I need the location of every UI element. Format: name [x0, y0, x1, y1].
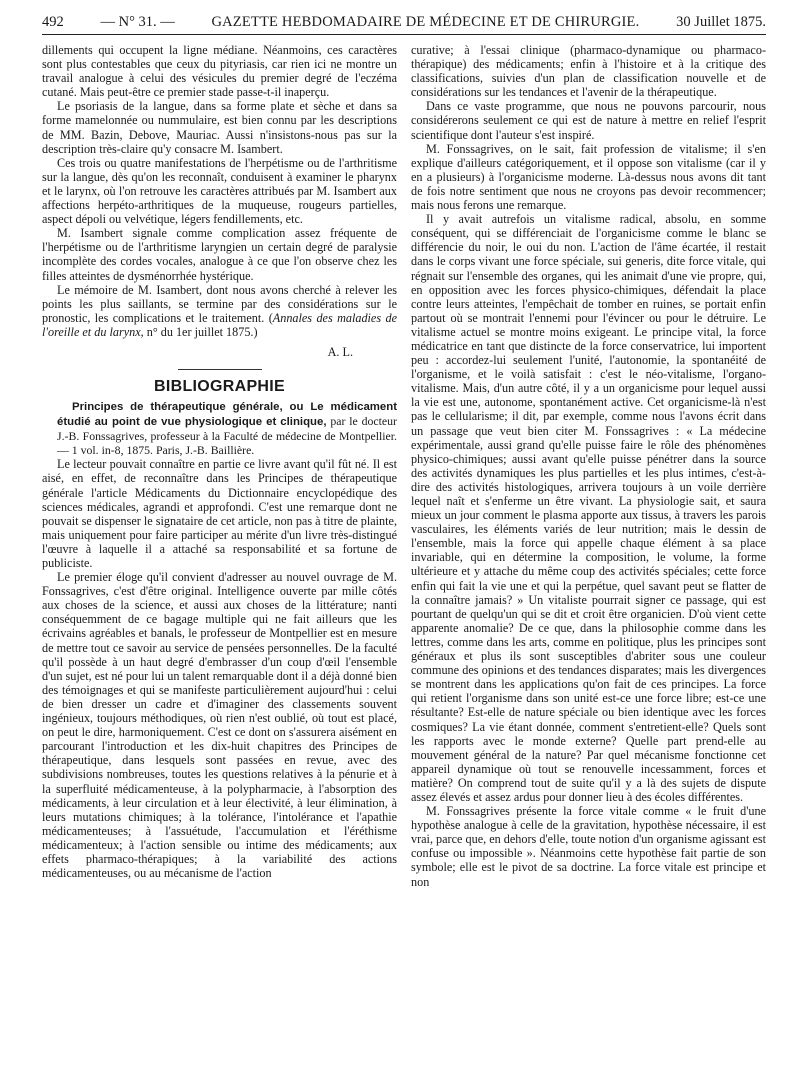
journal-title: GAZETTE HEBDOMADAIRE DE MÉDECINE ET DE CHIRURGIE.	[211, 14, 640, 30]
paragraph: Le lecteur pouvait connaître en partie ce livre avant qu'il fût né. Il est aisé, en effet, de reconnaître dans les Principes de thérapeutique générale l'article Médicaments du Dictionnaire encyclopédique des sciences médicales, agrandi et approfondi. C'est une remarque dont ne pouvait se dispenser le signataire de cet article, non pas à titre de plainte, mais uniquement pour faire participer au mérite d'un livre très-distingué l'œuvre à laquelle il a attaché sa responsabilité et sa fortune de publiciste.	[42, 457, 397, 570]
paragraph: Ces trois ou quatre manifestations de l'herpétisme ou de l'arthritisme sur la langue, dès qu'on les reconnaît, conduisent à examiner le pharynx et le larynx, où l'on retrouve les caractères attribués par M. Isambert aux affections herpéto-arthritiques de la muqueuse, rougeurs partielles, aspect dépoli ou velvétique, légers fendillements, etc.	[42, 155, 397, 227]
paragraph: M. Fonssagrives, on le sait, fait profession de vitalisme; il s'en explique d'ailleurs catégoriquement, et il oppose son vitalisme (car il y en a plusieurs) à l'organicisme moderne. Là-dessus nous avons dit tant de fois notre sentiment que nous ne croyons pas devoir recommencer; mais nous ferons une remarque.	[411, 141, 766, 213]
book-title: Principes de thérapeutique générale, ou Le médicament étudié au point de vue physiologique et clinique,	[57, 401, 397, 428]
bibliography-entry	[42, 400, 397, 457]
paragraph	[42, 283, 397, 339]
paragraph: M. Isambert signale comme complication assez fréquente de l'herpétisme ou de l'arthritisme laryngien un certain degré de paralysie incomplète des cordes vocales, analogue à ce que l'on observe chez les filles atteintes de dysménorrhée hystérique.	[42, 226, 397, 283]
text-run: , n° du 1er juillet 1875.)	[140, 324, 258, 339]
issue-number: — N° 31. —	[100, 14, 175, 30]
paragraph: curative; à l'essai clinique (pharmaco-dynamique ou pharmaco-thérapique) des médicaments; enfin à l'histoire et à la critique des classifications, suivies d'un plan de classification nouvelle et de considérations sur les tendances et l'avenir de la thérapeutique.	[411, 43, 766, 100]
book-details: par le docteur J.-B. Fonssagrives, professeur à la Faculté de médecine de Montpellier. — 1 vol. in-8, 1875. Paris, J.-B. Baillière.	[57, 413, 397, 457]
paragraph: M. Fonssagrives présente la force vitale comme « le fruit d'une hypothèse analogue à celle de la gravitation, hypothèse nécessaire, il est vrai, parce que, en dehors d'elle, toute notion d'un organisme agissant est confuse ou impossible ». Néanmoins cette hypothèse fait partie de son symbole; elle est le pivot de sa doctrine. La force vitale est principe et non	[411, 804, 766, 889]
section-divider	[178, 369, 262, 370]
paragraph: Dans ce vaste programme, que nous ne pouvons parcourir, nous considérerons seulement ce qui est de nature à mettre en relief l'esprit scientifique dont l'auteur s'est inspiré.	[411, 99, 766, 142]
text-run: Le mémoire de M. Isambert, dont nous avons cherché à relever les points les plus saillants, se termine par des considérations sur le pronostic, les complications et le traitement. (	[42, 282, 397, 325]
author-signature: A. L.	[327, 344, 353, 359]
journal-citation: Annales des maladies de l'oreille et du larynx	[42, 310, 397, 339]
issue-date: 30 Juillet 1875.	[676, 14, 766, 30]
paragraph: Le premier éloge qu'il convient d'adresser au nouvel ouvrage de M. Fonssagrives, c'est d'être original. Intelligence ouverte par mille côtés aux choses de la science, et aussi aux choses de la littérature; nanti conséquemment de ce bagage multiple qui ne fait ailleurs que les écrivains agréables et banals, le professeur de Montpellier est en mesure de mettre tout ce savoir au service de pensées personnelles. De la faculté qu'il possède à un haut degré d'embrasser d'un coup d'œil l'ensemble d'un sujet, est né pour lui un talent remarquable dont il a déjà donné bien des témoignages et qui se manifeste particulièrement aujourd'hui : celui de bien dresser un cadre et d'imaginer des classements souvent ingénieux, toujours méthodiques, où rien n'est oublié, où tout est placé, on peut le dire, harmoniquement. C'est ce dont on s'assurera aisément en parcourant l'introduction et les dix-huit chapitres des Principes de thérapeutique, dans lesquels sont passées en revue, avec des subdivisions nombreuses, toutes les questions relatives à la pénurie et à la superfluité médicamenteuse, à la polypharmacie, à l'absorption des médicaments, à leur circulation et à leur électivité, à leur élimination, à leurs mutations chimiques; à la tolérance, l'intolérance et l'apathie médicamenteuses; à l'assuétude, l'accumulation et l'éréthisme médicamenteux; à l'action sensible ou intime des médicaments; aux effets pharmaco-thérapiques; à la variabilité des actions médicamenteuses, ou au mécanisme de l'action	[42, 570, 397, 881]
page-header	[42, 0, 766, 35]
section-heading: BIBLIOGRAPHIE	[153, 378, 286, 396]
right-column	[411, 43, 766, 889]
left-column	[42, 43, 397, 889]
article-columns	[42, 43, 766, 889]
paragraph: dillements qui occupent la ligne médiane. Néanmoins, ces caractères sont plus contestables que ceux du pityriasis, car rien ici ne montre un travail analogue à celui des vésicules du premier degré de l'eczéma cutané. Mais peut-être ce premier stade passe-t-il inaperçu.	[42, 43, 397, 100]
paragraph: Le psoriasis de la langue, dans sa forme plate et sèche et dans sa forme mamelonnée ou nummulaire, est bien connu par les descriptions de MM. Bazin, Debove, Mauriac. Aussi n'insistons-nous pas sur la description très-claire qu'y consacre M. Isambert.	[42, 99, 397, 156]
paragraph: Il y avait autrefois un vitalisme radical, absolu, en somme conséquent, qui se différenciait de l'organicisme comme le blanc se différencie du noir, le oui du non. L'action de l'âme écartée, il restait dans le corps vivant une force spéciale, sui generis, dite force vitale, qui régnait sur l'ensemble des organes, qui les animait d'une vie propre, qui, en opposition avec les forces physico-chimiques, défendait la place contre leurs atteintes, l'empêchait de tomber en ruines, se portait enfin partout où se montrait l'ennemi pour l'évincer ou pour le détruire. Le vitalisme actuel se montre moins exigeant. Le principe vital, la force médicatrice en tant que distincte de la force conservatrice, lui importent peu : accordez-lui seulement l'unité, l'autonomie, la spontanéité de l'organisme, et le voilà satisfait : c'est le néo-vitalisme, l'organo-vitalisme. Mais, d'un autre côté, il y a un organicisme pour lequel aussi la vie est une, autonome, spontanément active. Cet organicisme-là n'est pas le cellularisme; il dit, par exemple, comme nous l'avons écrit dans un passage que veut bien citer M. Fonssagrives : « La médecine expérimentale, aussi grand qu'elle puisse faire le rôle des phénomènes physico-chimiques; aussi avant qu'elle puisse pénétrer dans la source des activités dynamiques les plus partielles et les plus intimes, c'est-à-dire des activités histologiques, arrivera toujours à un voile derrière lequel naît et s'enferme un être vivant. La physiologie sait, et saura mieux un jour comment le plasma apporte aux tissus, à travers les parois vasculaires, les éléments variés de leur nutrition; mais le dessin de l'ensemble, mais la force qui appelle chaque élément à sa place invariable, qui en détermine la composition, le volume, la forme ultérieure et y attache du même coup des activités spéciales; cette force enfin qui fait la vie une et qui la perpétue, quel savant peut se flatter de la connaître jamais? » Un vitaliste pourrait signer ce passage, qui est pourtant de quelqu'un qui se dit et croit être organicien. D'où vient cette apparente anomalie? De ce que, dans la philosophie comme dans les lettres, comme dans les arts, comme en politique, plus les principes sont généraux et plus ils sont susceptibles d'abriter sous une couleur commune des opinions et des tendances disparates; mais les divergences se montrent dans les applications qu'on fait de ces principes. La force qui retient l'organisme dans son unité est-ce une force libre; est-ce une résultante? Est-elle de nature spéciale ou bien identique avec les forces cosmiques? La vie étant donnée, comment s'entretient-elle? Quels sont les rapports avec le monde externe? Quelle part prend-elle au mouvement général de la nature? Par quel mécanisme fonctionne cet appareil dynamique où tout se renouvelle incessamment, forces et matière? On comprend tout de suite qu'il y a là des sujets de dispute assez élevés et assez ardus pour donner lieu à des écoles différentes.	[411, 212, 766, 804]
page-number: 492	[42, 14, 64, 30]
